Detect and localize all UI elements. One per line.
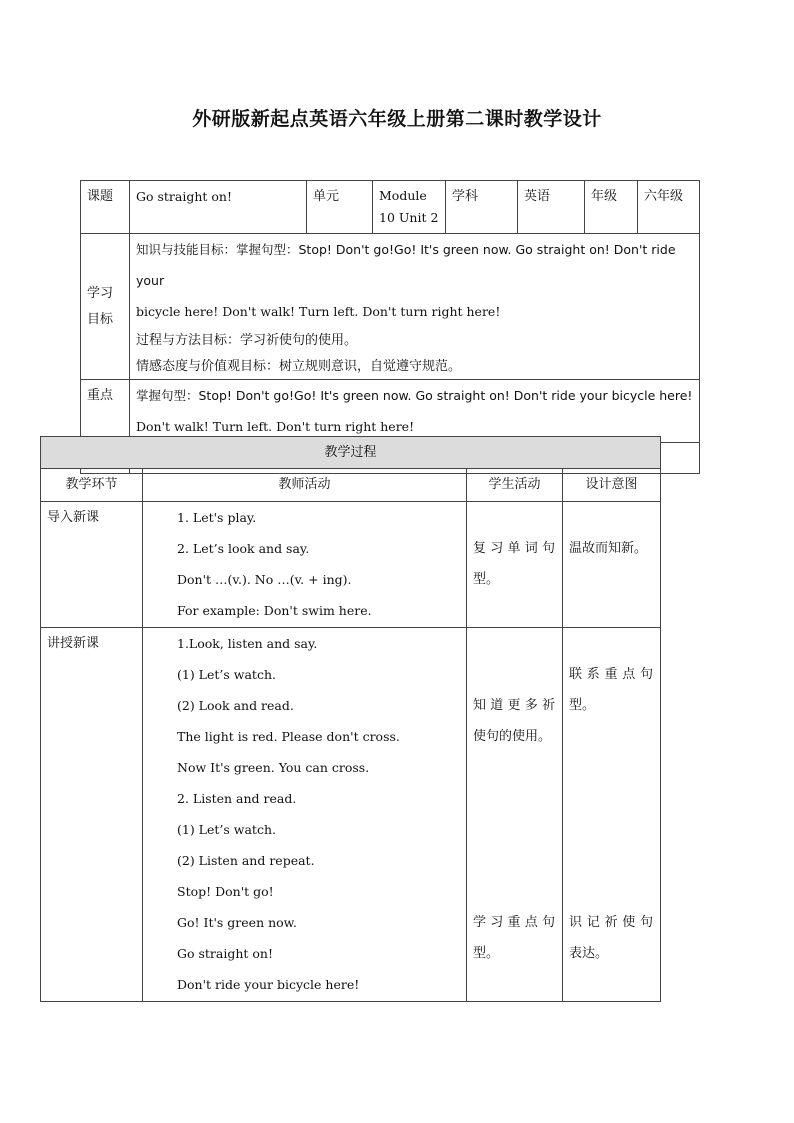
teaching-process-table <box>40 436 661 1002</box>
goal-line: 知识与技能目标：掌握句型：Stop! Don't go!Go! It's green now. Go straight on! Don't ride your <box>136 242 676 288</box>
stage-cell: 导入新课 <box>41 502 143 628</box>
unit-label: 单元 <box>307 181 373 234</box>
process-header: 教学过程 <box>41 437 661 469</box>
teacher-activity-cell: 1. Let's play. 2. Let’s look and say. Don't …(v.). No …(v. + ing). For example: Don't swim here. <box>143 502 467 628</box>
unit-value: Module 10 Unit 2 <box>373 181 446 234</box>
table-row <box>41 628 661 1002</box>
table-row <box>41 502 661 628</box>
key-content <box>130 380 700 443</box>
topic-label: 课题 <box>81 181 130 234</box>
document-title: 外研版新起点英语六年级上册第二课时教学设计 <box>192 108 602 130</box>
column-header: 教学环节 <box>41 469 143 502</box>
subject-value: 英语 <box>518 181 585 234</box>
topic-value: Go straight on! <box>130 181 307 234</box>
design-purpose-cell: 联系重点句 型。 识记祈使句 表达。 <box>563 628 661 1002</box>
design-purpose-cell: 温故而知新。 <box>563 502 661 628</box>
goals-content <box>130 234 700 380</box>
goal-line: 过程与方法目标：学习祈使句的使用。 <box>136 333 358 348</box>
key-line: 掌握句型：Stop! Don't go!Go! It's green now. Go straight on! Don't ride your bicycle here! <box>136 388 693 403</box>
student-activity-cell: 知道更多祈 使句的使用。 学习重点句 型。 <box>467 628 563 1002</box>
column-header: 教师活动 <box>143 469 467 502</box>
teacher-activity-cell: 1.Look, listen and say. (1) Let’s watch. (2) Look and read. The light is red. Please don't cross. Now It's green. You can cross. 2. Listen and read. (1) Let’s watch. (2) Listen and repeat. Stop! Don't go! Go! It's green now. Go straight on! Don't ride your bicycle here! <box>143 628 467 1002</box>
column-header: 设计意图 <box>563 469 661 502</box>
goal-line: bicycle here! Don't walk! Turn left. Don't turn right here! <box>136 304 501 319</box>
grade-value: 六年级 <box>638 181 700 234</box>
subject-label: 学科 <box>446 181 518 234</box>
goal-line: 情感态度与价值观目标：树立规则意识，自觉遵守规范。 <box>136 359 462 374</box>
goals-label: 学习 目标 <box>81 234 130 380</box>
column-header: 学生活动 <box>467 469 563 502</box>
student-activity-cell: 复习单词句 型。 <box>467 502 563 628</box>
grade-label: 年级 <box>585 181 638 234</box>
lesson-info-table <box>80 180 700 474</box>
key-line: Don't walk! Turn left. Don't turn right here! <box>136 419 415 434</box>
stage-cell: 讲授新课 <box>41 628 143 1002</box>
key-label: 重点 <box>81 380 130 443</box>
